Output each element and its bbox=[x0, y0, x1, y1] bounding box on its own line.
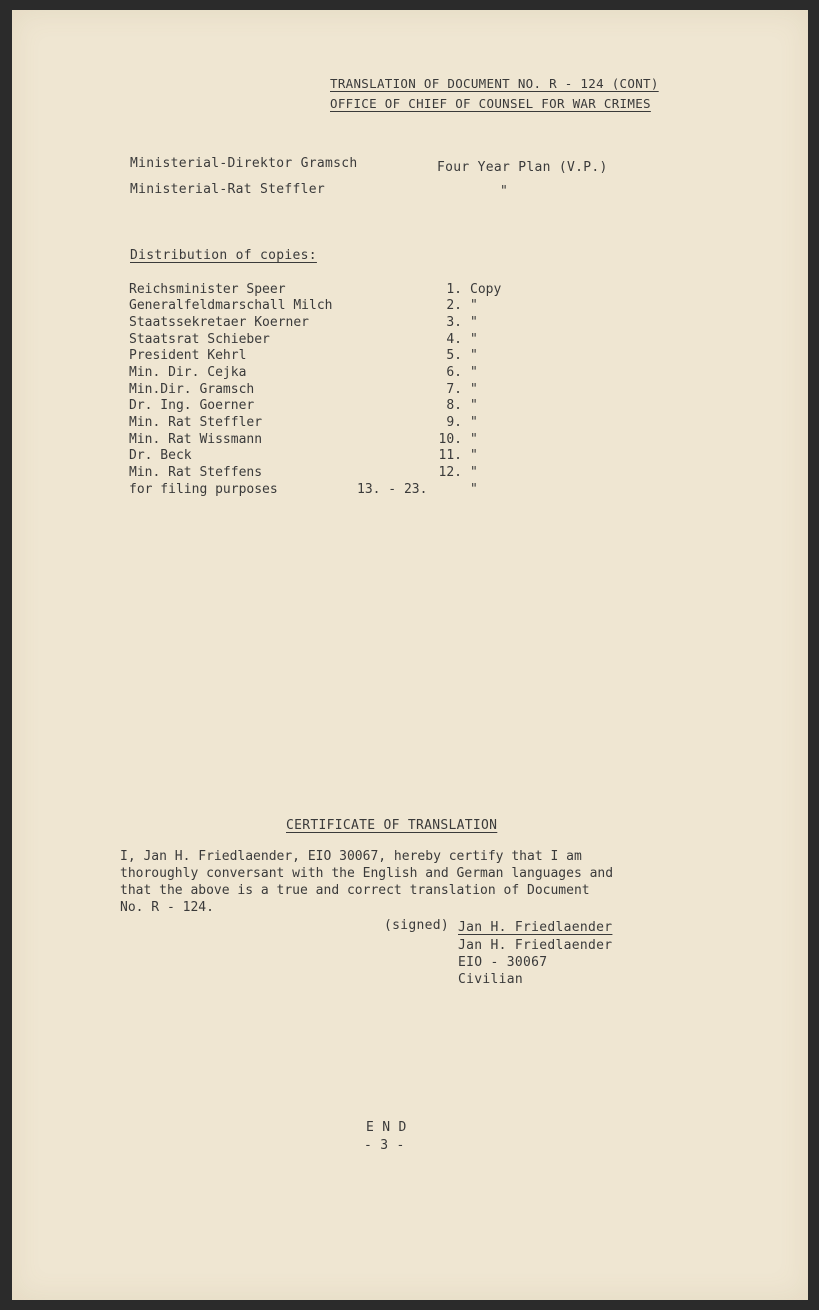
copy-number: 3. bbox=[446, 315, 462, 330]
copy-number: 9. bbox=[446, 415, 462, 430]
copy-number: 7. bbox=[446, 382, 462, 397]
copy-mark: " bbox=[470, 315, 478, 330]
copy-mark: " bbox=[470, 448, 478, 463]
signed-label: (signed) bbox=[384, 918, 450, 933]
copy-number: 5. bbox=[446, 348, 462, 363]
recipient-name: Min. Dir. Cejka bbox=[129, 365, 247, 380]
certificate-body: I, Jan H. Friedlaender, EIO 30067, hereby certify that I am thoroughly conversant with the English and German languages and that the above is a true and correct translation of Document No. R - 124. bbox=[120, 849, 614, 915]
list-item bbox=[12, 482, 808, 499]
header-title: TRANSLATION OF DOCUMENT NO. R - 124 (CONT) bbox=[330, 76, 659, 91]
recipient-name: Staatsrat Schieber bbox=[129, 332, 270, 347]
official-1-name: Ministerial-Direktor Gramsch bbox=[130, 156, 358, 171]
document-page bbox=[12, 10, 808, 1300]
recipient-name: Min.Dir. Gramsch bbox=[129, 382, 255, 397]
signature-name: Jan H. Friedlaender bbox=[458, 920, 613, 935]
copy-mark: " bbox=[470, 298, 478, 313]
recipient-name: for filing purposes bbox=[129, 482, 278, 497]
recipient-name: Min. Rat Steffler bbox=[129, 415, 263, 430]
recipient-name: Staatssekretaer Koerner bbox=[129, 315, 310, 330]
list-item bbox=[12, 448, 808, 465]
copy-mark: " bbox=[470, 365, 478, 380]
copy-number: 10. bbox=[438, 432, 462, 447]
list-item bbox=[12, 282, 808, 299]
recipient-name: Reichsminister Speer bbox=[129, 282, 286, 297]
list-item bbox=[12, 382, 808, 399]
copy-mark: " bbox=[470, 332, 478, 347]
certificate-title: CERTIFICATE OF TRANSLATION bbox=[286, 818, 498, 833]
copy-mark: " bbox=[470, 415, 478, 430]
list-item bbox=[12, 365, 808, 382]
copy-mark: " bbox=[470, 382, 478, 397]
header-office: OFFICE OF CHIEF OF COUNSEL FOR WAR CRIMES bbox=[330, 96, 651, 111]
end-marker: E N D bbox=[366, 1120, 407, 1135]
translator-name: Jan H. Friedlaender bbox=[458, 938, 613, 953]
copy-number: 4. bbox=[446, 332, 462, 347]
list-item bbox=[12, 315, 808, 332]
copy-mark: " bbox=[470, 482, 478, 497]
copy-mark: Copy bbox=[470, 282, 502, 297]
list-item bbox=[12, 398, 808, 415]
recipient-name: Min. Rat Steffens bbox=[129, 465, 263, 480]
official-2-name: Ministerial-Rat Steffler bbox=[130, 182, 326, 197]
copy-number: 1. bbox=[446, 282, 462, 297]
copy-number: 2. bbox=[446, 298, 462, 313]
list-item bbox=[12, 332, 808, 349]
list-item bbox=[12, 348, 808, 365]
copy-mark: " bbox=[470, 348, 478, 363]
distribution-title: Distribution of copies: bbox=[130, 248, 317, 263]
recipient-name: Min. Rat Wissmann bbox=[129, 432, 263, 447]
recipient-name: Generalfeldmarschall Milch bbox=[129, 298, 333, 313]
recipient-name: President Kehrl bbox=[129, 348, 247, 363]
official-2-org: " bbox=[500, 184, 509, 199]
copy-mark: " bbox=[470, 432, 478, 447]
page-number: - 3 - bbox=[364, 1138, 405, 1153]
list-item bbox=[12, 432, 808, 449]
translator-id: EIO - 30067 bbox=[458, 955, 548, 970]
list-item bbox=[12, 298, 808, 315]
list-item bbox=[12, 415, 808, 432]
copy-number: 8. bbox=[446, 398, 462, 413]
recipient-name: Dr. Beck bbox=[129, 448, 192, 463]
copy-number: 12. bbox=[438, 465, 462, 480]
copy-range: 13. - 23. bbox=[357, 482, 428, 497]
translator-status: Civilian bbox=[458, 972, 524, 987]
official-1-org: Four Year Plan (V.P.) bbox=[437, 160, 608, 175]
copy-number: 6. bbox=[446, 365, 462, 380]
list-item bbox=[12, 465, 808, 482]
recipient-name: Dr. Ing. Goerner bbox=[129, 398, 255, 413]
copy-number: 11. bbox=[438, 448, 462, 463]
copy-mark: " bbox=[470, 465, 478, 480]
copy-mark: " bbox=[470, 398, 478, 413]
